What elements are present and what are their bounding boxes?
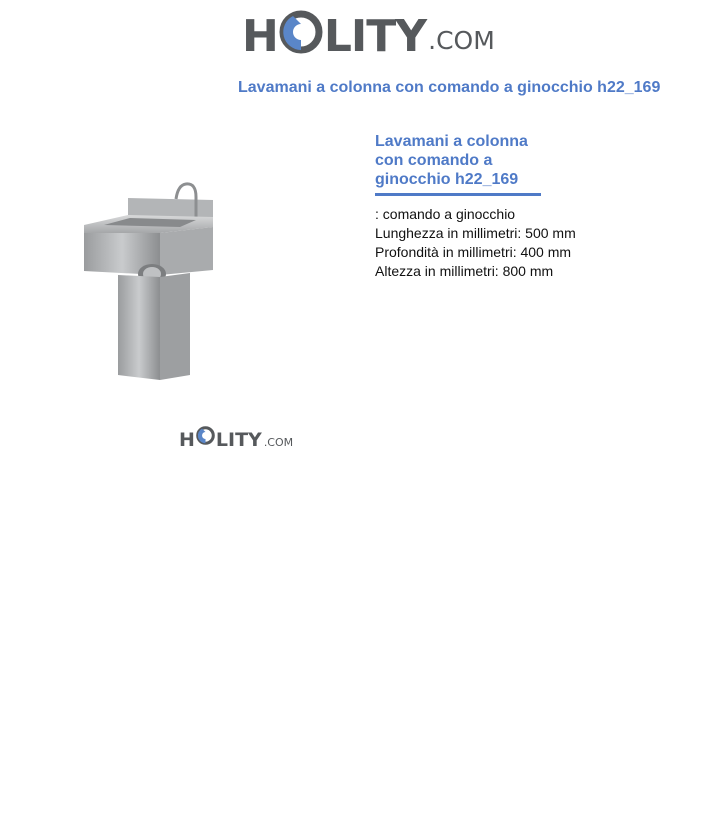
spec-item: Profondità in millimetri: 400 mm [375, 244, 572, 260]
logo-o-icon [279, 10, 323, 59]
image-watermark-logo [179, 426, 293, 450]
watermark-text-lity: LITY [215, 429, 262, 451]
watermark-text-h: H [179, 429, 195, 451]
page-title: Lavamani a colonna con comando a ginocchio h22_169 [238, 79, 661, 96]
spec-item: Altezza in millimetri: 800 mm [375, 263, 554, 279]
holity-logo[interactable] [242, 10, 495, 62]
watermark-text-com: .COM [263, 436, 294, 449]
logo-text-h: H [242, 11, 278, 62]
product-title: Lavamani a colonna con comando a ginocchio h22_169 [375, 133, 528, 188]
watermark-o-icon [196, 426, 215, 450]
spec-item: Lunghezza in millimetri: 500 mm [375, 225, 576, 241]
title-divider [375, 193, 541, 196]
logo-text-com: .COM [428, 26, 495, 55]
logo-text-lity: LITY [323, 11, 427, 62]
spec-item: : comando a ginocchio [375, 206, 516, 222]
spec-list [375, 205, 576, 281]
